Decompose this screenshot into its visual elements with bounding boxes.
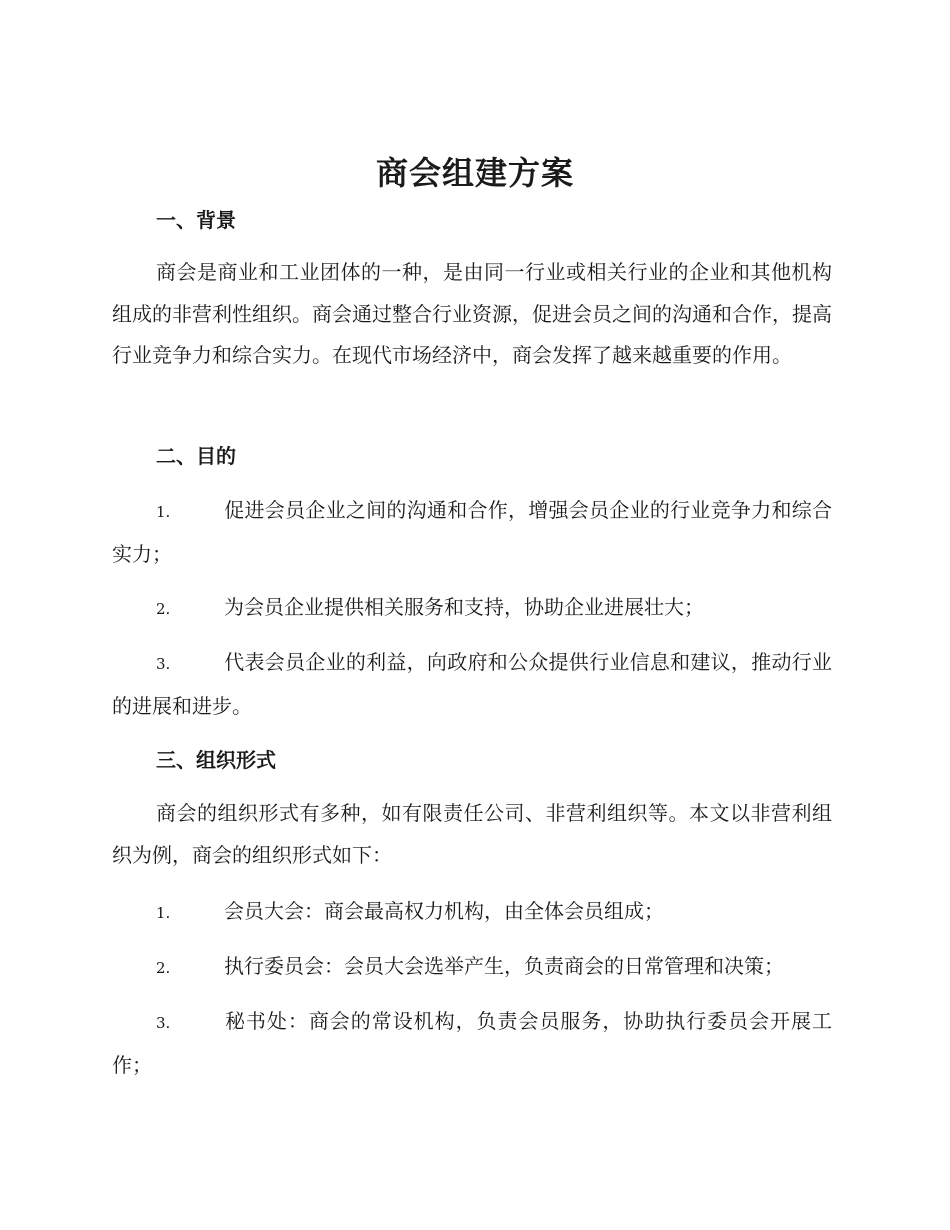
section-paragraph-organization: 商会的组织形式有多种，如有限责任公司、非营利组织等。本文以非营利组织为例，商会的组织形式如下： [112, 801, 832, 867]
list-item [112, 490, 832, 575]
list-item [112, 1001, 832, 1086]
list-item-text: 会员大会：商会最高权力机构，由全体会员组成； [224, 899, 664, 923]
section-heading-organization: 三、组织形式 [156, 748, 276, 772]
list-item-number: 3. [156, 1014, 171, 1032]
list-item-text: 代表会员企业的利益，向政府和公众提供行业信息和建议，推动行业的进展和进步。 [112, 650, 832, 718]
list-item-number: 2. [156, 959, 171, 977]
list-item-text: 为会员企业提供相关服务和支持，协助企业进展壮大； [224, 595, 704, 619]
document-title: 商会组建方案 [375, 154, 574, 192]
list-item-number: 1. [156, 904, 171, 922]
section-paragraph-background: 商会是商业和工业团体的一种，是由同一行业或相关行业的企业和其他机构组成的非营利性组织。商会通过整合行业资源，促进会员之间的沟通和合作，提高行业竞争力和综合实力。在现代市场经济中，商会发挥了越来越重要的作用。 [112, 260, 832, 367]
list-item [112, 587, 832, 631]
list-item [112, 642, 832, 727]
list-item [112, 946, 832, 990]
section-heading-background: 一、背景 [156, 208, 236, 232]
list-item-text: 秘书处：商会的常设机构，负责会员服务，协助执行委员会开展工作； [112, 1009, 832, 1077]
section-heading-purpose: 二、目的 [156, 444, 236, 468]
list-item-number: 1. [156, 503, 171, 521]
list-item-text: 促进会员企业之间的沟通和合作，增强会员企业的行业竞争力和综合实力； [112, 498, 832, 566]
list-item-text: 执行委员会：会员大会选举产生，负责商会的日常管理和决策； [224, 954, 784, 978]
list-item-number: 3. [156, 655, 171, 673]
list-item [112, 891, 832, 935]
list-item-number: 2. [156, 600, 171, 618]
